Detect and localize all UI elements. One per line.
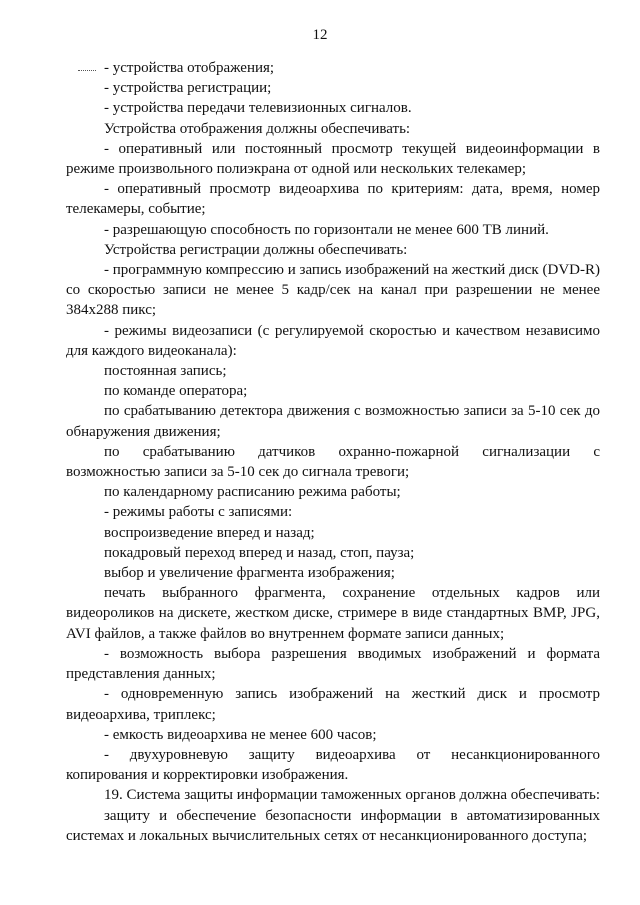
list-item: по команде оператора;	[104, 383, 248, 400]
section-heading: Устройства регистрации должны обеспечивать:	[104, 241, 408, 258]
list-item: - оперативный просмотр видеоархива по критериям: дата, время, номер телекамеры, событие;	[66, 181, 600, 218]
list-item: - возможность выбора разрешения вводимых изображений и формата представления данных;	[66, 645, 600, 683]
list-item: - двухуровневую защиту видеоархива от несанкционированного копирования и корректировки изображения.	[66, 746, 600, 784]
list-item: защиту и обеспечение безопасности информации в автоматизированных системах и локальных вычислительных сетях от несанкционированного доступа;	[66, 807, 600, 844]
numbered-clause: 19. Система защиты информации таможенных органов должна обеспечивать:	[104, 787, 601, 804]
list-item: покадровый переход вперед и назад, стоп, пауза;	[104, 544, 415, 561]
list-item: - режимы видеозаписи (с регулируемой скоростью и качеством независимо для каждого видеоканала):	[66, 322, 600, 359]
list-item: - режимы работы с записями:	[104, 504, 293, 521]
page-number: 12	[312, 27, 328, 43]
list-item: - устройства регистрации;	[104, 80, 272, 97]
list-item: по срабатыванию датчиков охранно-пожарной сигнализации с возможностью записи за 5-10 сек до сигнала тревоги;	[66, 443, 600, 481]
document-body	[66, 58, 600, 846]
list-item: - программную компрессию и запись изображений на жесткий диск (DVD-R) со скоростью записи не менее 5 кадр/сек на канал при разрешении не менее 384х288 пикс;	[66, 262, 600, 319]
list-item: по срабатыванию детектора движения с возможностью записи за 5-10 сек до обнаружения движения;	[66, 403, 600, 440]
list-item: - одновременную запись изображений на жесткий диск и просмотр видеоархива, триплекс;	[66, 686, 600, 723]
list-item: печать выбранного фрагмента, сохранение отдельных кадров или видеороликов на дискете, жестком диске, стримере в виде стандартных BMP, JPG, AVI файлов, а также файлов во внутреннем формате записи данных;	[66, 585, 600, 642]
list-item: постоянная запись;	[104, 363, 227, 380]
list-item: - устройства отображения;	[104, 60, 275, 76]
list-item: выбор и увеличение фрагмента изображения;	[104, 565, 395, 582]
list-item: - устройства передачи телевизионных сигналов.	[104, 100, 412, 117]
list-item: - емкость видеоархива не менее 600 часов;	[104, 726, 377, 743]
list-item: - разрешающую способность по горизонтали не менее 600 ТВ линий.	[104, 221, 549, 238]
section-heading: Устройства отображения должны обеспечивать:	[104, 120, 411, 137]
list-item: - оперативный или постоянный просмотр текущей видеоинформации в режиме произвольного полиэкрана от одной или нескольких телекамер;	[66, 140, 600, 178]
list-item: воспроизведение вперед и назад;	[104, 524, 315, 541]
list-item: по календарному расписанию режима работы;	[104, 484, 401, 501]
